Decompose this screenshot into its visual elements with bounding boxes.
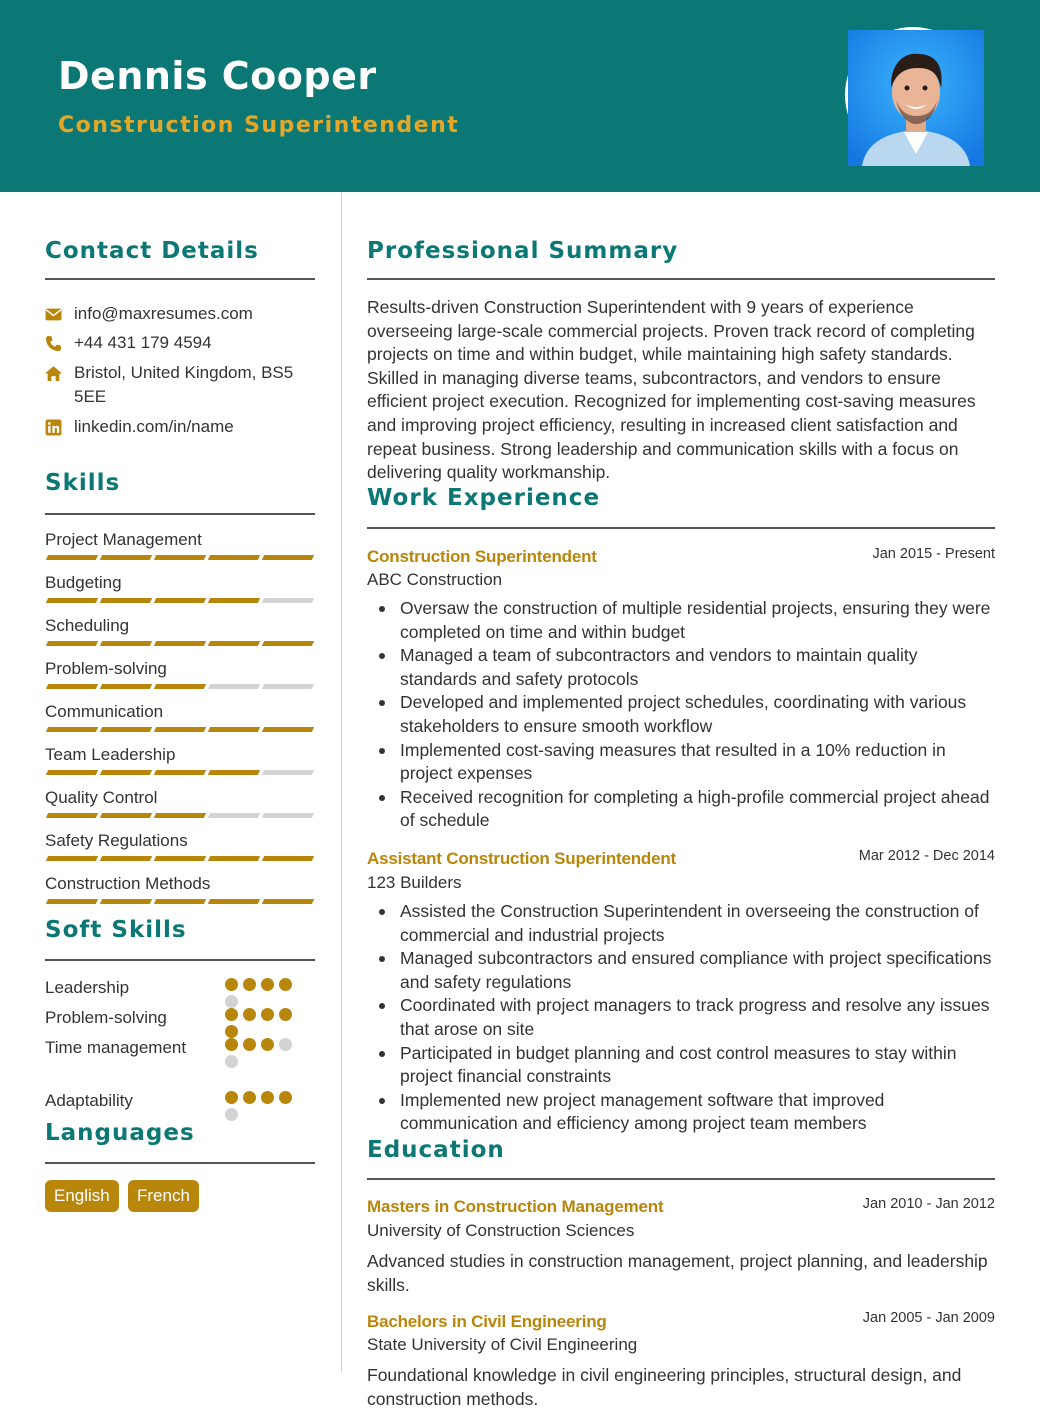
rating-dot: [279, 1038, 292, 1051]
job-dates: Mar 2012 - Dec 2014: [858, 848, 995, 864]
rating-dot: [225, 1038, 238, 1051]
skill-level-bar: [45, 727, 315, 733]
skill-level-segment: [262, 598, 314, 603]
contact-heading: Contact Details: [45, 238, 259, 264]
degree-dates: Jan 2005 - Jan 2009: [862, 1310, 995, 1326]
summary-rule: [367, 278, 995, 280]
rating-dot: [279, 1091, 292, 1104]
rating-dot: [225, 978, 238, 991]
rating-dot: [243, 1008, 256, 1021]
language-badge-english: English: [45, 1180, 119, 1212]
contact-rule: [45, 278, 315, 280]
skill-level-segment: [262, 684, 314, 689]
skill-level-segment: [262, 641, 314, 646]
skill-label: Quality Control: [45, 788, 158, 807]
skill-level-segment: [46, 727, 98, 732]
soft-skill-label: Problem-solving: [45, 1008, 167, 1027]
skill-row: [45, 787, 315, 809]
soft-skill-label: Adaptability: [45, 1091, 133, 1110]
skill-level-bar: [45, 899, 315, 905]
rating-dot: [261, 1091, 274, 1104]
languages-rule: [45, 1162, 315, 1164]
rating-dot: [261, 1008, 274, 1021]
skill-level-segment: [154, 641, 206, 646]
skill-label: Problem-solving: [45, 659, 167, 678]
rating-dot: [243, 978, 256, 991]
linkedin-icon: [45, 419, 62, 436]
skill-level-segment: [208, 899, 260, 904]
skill-level-segment: [154, 598, 206, 603]
language-badge-french: French: [128, 1180, 199, 1212]
skill-level-segment: [208, 727, 260, 732]
contact-linkedin-text: linkedin.com/in/name: [74, 417, 234, 436]
skill-row: [45, 529, 315, 551]
soft-skills-rule: [45, 959, 315, 961]
skill-level-segment: [100, 555, 152, 560]
soft-skill-row: [45, 1089, 315, 1112]
resume-header: [0, 0, 1040, 192]
skill-level-segment: [208, 770, 260, 775]
envelope-icon: [45, 306, 62, 323]
education-rule: [367, 1178, 995, 1180]
profile-photo: [845, 27, 981, 163]
skill-level-bar: [45, 770, 315, 776]
job-bullet: Developed and implemented project schedules, coordinating with various stakeholders to ensure smooth workflow: [367, 691, 995, 738]
skill-level-bar: [45, 598, 315, 604]
rating-dot: [243, 1038, 256, 1051]
skill-level-bar: [45, 641, 315, 647]
skill-level-segment: [46, 598, 98, 603]
candidate-name: Dennis Cooper: [58, 54, 377, 98]
phone-icon: [45, 335, 62, 352]
contact-address-text: Bristol, United Kingdom, BS5 5EE: [74, 363, 294, 406]
degree-description: Foundational knowledge in civil engineering principles, structural design, and construction methods.: [367, 1365, 962, 1409]
skill-level-segment: [262, 813, 314, 818]
skill-level-segment: [208, 856, 260, 861]
home-icon: [45, 365, 62, 382]
rating-dot: [225, 1055, 238, 1068]
skill-level-segment: [262, 727, 314, 732]
skill-label: Project Management: [45, 530, 202, 549]
rating-dot: [279, 1008, 292, 1021]
soft-skill-label: Leadership: [45, 978, 130, 997]
skill-row: [45, 572, 315, 594]
profile-photo-icon: [848, 30, 984, 166]
skill-row: [45, 830, 315, 852]
skill-level-segment: [208, 813, 260, 818]
skill-level-bar: [45, 684, 315, 690]
soft-skills-heading: Soft Skills: [45, 917, 187, 943]
skill-level-segment: [100, 899, 152, 904]
skill-level-bar: [45, 813, 315, 819]
contact-phone-text: +44 431 179 4594: [74, 333, 212, 352]
degree-title: Masters in Construction Management: [367, 1197, 664, 1216]
degree-school: University of Construction Sciences: [367, 1221, 635, 1240]
soft-skill-row: [45, 1006, 315, 1029]
skill-level-bar: [45, 555, 315, 561]
soft-skill-row: [45, 976, 315, 999]
skill-level-segment: [46, 770, 98, 775]
skill-level-segment: [100, 856, 152, 861]
languages-heading: Languages: [45, 1120, 195, 1146]
summary-heading: Professional Summary: [367, 238, 679, 264]
degree-dates: Jan 2010 - Jan 2012: [862, 1196, 995, 1212]
skill-level-segment: [46, 856, 98, 861]
skill-level-segment: [154, 813, 206, 818]
job-company: 123 Builders: [367, 873, 462, 892]
job-bullet: Managed a team of subcontractors and vendors to maintain quality standards and safety protocols: [367, 644, 995, 691]
skill-level-segment: [154, 555, 206, 560]
skill-level-segment: [100, 598, 152, 603]
skill-level-segment: [100, 770, 152, 775]
skill-level-segment: [154, 770, 206, 775]
column-divider: [341, 192, 342, 1372]
summary-text: Results-driven Construction Superintendent with 9 years of experience overseeing large-scale commercial projects. Proven track record of completing projects on time and within budget, while maintaining high safety standards. Skilled in managing diverse teams, subcontractors, and vendors to ensure efficient project execution. Recognized for implementing cost-saving measures and improving project efficiency, resulting in increased client satisfaction and repeat business. Strong leadership and communication skills with a focus on delivering quality workmanship.: [367, 297, 976, 483]
job-title: Assistant Construction Superintendent: [367, 849, 677, 868]
experience-rule: [367, 527, 995, 529]
degree-description: Advanced studies in construction management, project planning, and leadership skills.: [367, 1251, 988, 1295]
job-bullet: Oversaw the construction of multiple residential projects, ensuring they were completed on time and within budget: [367, 597, 995, 644]
job-bullet: Assisted the Construction Superintendent in overseeing the construction of commercial and industrial projects: [367, 900, 995, 947]
skill-level-segment: [100, 727, 152, 732]
skill-level-segment: [154, 684, 206, 689]
rating-dot: [225, 1091, 238, 1104]
rating-dot: [261, 1038, 274, 1051]
skill-level-bar: [45, 856, 315, 862]
contact-email-text: info@maxresumes.com: [74, 304, 253, 323]
rating-dot: [225, 1008, 238, 1021]
skill-level-segment: [208, 598, 260, 603]
soft-skill-row: [45, 1036, 315, 1059]
skill-level-segment: [46, 899, 98, 904]
rating-dot: [261, 978, 274, 991]
skill-row: [45, 873, 315, 895]
skill-level-segment: [208, 684, 260, 689]
job-bullet: Implemented cost-saving measures that resulted in a 10% reduction in project expenses: [367, 739, 995, 786]
skill-label: Communication: [45, 702, 164, 721]
skill-label: Construction Methods: [45, 874, 211, 893]
skill-level-segment: [262, 856, 314, 861]
skill-level-segment: [154, 856, 206, 861]
skill-level-segment: [46, 684, 98, 689]
skills-rule: [45, 513, 315, 515]
skill-level-segment: [154, 727, 206, 732]
skill-label: Scheduling: [45, 616, 130, 635]
skill-level-segment: [262, 899, 314, 904]
skill-level-segment: [100, 684, 152, 689]
experience-heading: Work Experience: [367, 485, 601, 511]
degree-title: Bachelors in Civil Engineering: [367, 1312, 607, 1331]
skills-heading: Skills: [45, 470, 121, 496]
skill-level-segment: [46, 813, 98, 818]
rating-dot: [279, 978, 292, 991]
education-heading: Education: [367, 1137, 505, 1163]
skill-level-segment: [262, 555, 314, 560]
skill-level-segment: [208, 641, 260, 646]
skill-row: [45, 744, 315, 766]
skill-row: [45, 701, 315, 723]
skill-level-segment: [208, 555, 260, 560]
skill-level-segment: [100, 641, 152, 646]
candidate-title: Construction Superintendent: [58, 113, 460, 138]
job-bullet: Implemented new project management software that improved communication and efficiency among project team members: [367, 1089, 995, 1136]
job-bullet: Participated in budget planning and cost control measures to stay within project financial constraints: [367, 1042, 995, 1089]
skill-label: Safety Regulations: [45, 831, 188, 850]
skill-level-segment: [100, 813, 152, 818]
degree-school: State University of Civil Engineering: [367, 1335, 638, 1354]
job-bullet: Received recognition for completing a high-profile commercial project ahead of schedule: [367, 786, 995, 833]
job-bullet: Coordinated with project managers to track progress and resolve any issues that arose on site: [367, 994, 995, 1041]
skill-label: Team Leadership: [45, 745, 176, 764]
rating-dot: [225, 1108, 238, 1121]
skill-level-segment: [46, 641, 98, 646]
skill-level-segment: [46, 555, 98, 560]
skill-level-segment: [262, 770, 314, 775]
skill-row: [45, 658, 315, 680]
skill-row: [45, 615, 315, 637]
job-bullets: [367, 900, 995, 1136]
job-company: ABC Construction: [367, 570, 503, 589]
soft-skill-label: Time management: [45, 1038, 187, 1057]
job-title: Construction Superintendent: [367, 547, 597, 566]
rating-dot: [243, 1091, 256, 1104]
job-bullets: [367, 597, 995, 833]
skill-label: Budgeting: [45, 573, 122, 592]
job-bullet: Managed subcontractors and ensured compliance with project specifications and safety regulations: [367, 947, 995, 994]
job-dates: Jan 2015 - Present: [872, 546, 995, 562]
skill-level-segment: [154, 899, 206, 904]
